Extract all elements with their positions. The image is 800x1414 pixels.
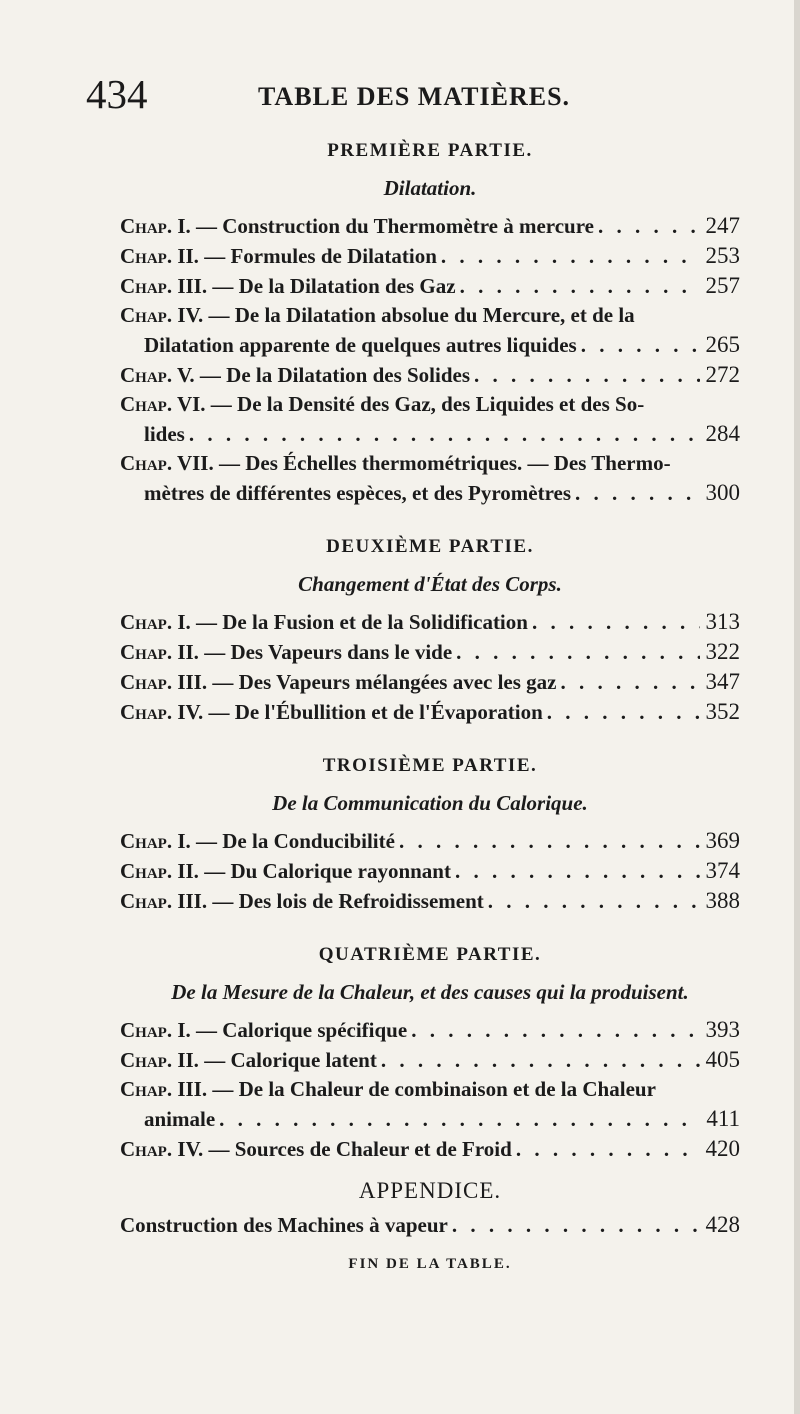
- page-ref: 284: [705, 421, 740, 446]
- entry-text: [144, 420, 185, 449]
- part-title: DEUXIÈME PARTIE.: [326, 536, 534, 557]
- chapter-label: Chap. IV.: [120, 1137, 204, 1161]
- part-subtitle: Dilatation.: [383, 176, 477, 200]
- chapter-label: Chap. I.: [120, 610, 191, 634]
- chapter-title: — De la Densité des Gaz, des Liquides et des So-: [210, 392, 645, 416]
- chapter-title: — Des Vapeurs mélangées avec les gaz: [212, 670, 557, 694]
- chapter-title: — Du Calorique rayonnant: [204, 859, 451, 883]
- entry-text: [144, 1105, 215, 1134]
- end-of-table: FIN DE LA TABLE.: [348, 1256, 512, 1272]
- page-ref: 393: [705, 1017, 740, 1042]
- toc-entry: [120, 826, 740, 856]
- chapter-label: Chap. I.: [120, 214, 191, 238]
- entry-line: [120, 360, 740, 390]
- entry-text: [120, 1046, 377, 1075]
- chapter-label: Chap. I.: [120, 1018, 191, 1042]
- chapter-label: Chap. III.: [120, 1077, 208, 1101]
- toc-entry: [120, 301, 740, 360]
- entry-first-line: [120, 390, 740, 419]
- chapter-title: — Des lois de Refroidissement: [212, 889, 484, 913]
- entry-cont: [120, 330, 740, 360]
- entry-first-line: [120, 301, 740, 330]
- entry-cont: [120, 478, 740, 508]
- page-ref: 388: [705, 888, 740, 913]
- chapter-title: — Calorique spécifique: [196, 1018, 408, 1042]
- entry-text: [120, 887, 484, 916]
- page-ref: 405: [705, 1047, 740, 1072]
- dot-leader: [456, 272, 700, 301]
- entry-line: [120, 826, 740, 856]
- page-ref: 247: [705, 213, 740, 238]
- dot-leader: [577, 331, 700, 360]
- dot-leader: [452, 638, 699, 667]
- part-title: QUATRIÈME PARTIE.: [318, 944, 542, 965]
- entry-text: [120, 361, 470, 390]
- dot-leader: [448, 1211, 700, 1240]
- entry-text: [120, 668, 556, 697]
- entry-line: [144, 330, 740, 360]
- entry-line: [144, 419, 740, 449]
- chapter-title: — Des Vapeurs dans le vide: [204, 640, 453, 664]
- entry-line: [120, 1134, 740, 1164]
- chapter-title: — Construction du Thermomètre à mercure: [196, 214, 594, 238]
- dot-leader: [215, 1105, 700, 1134]
- dot-leader: [594, 212, 700, 241]
- entry-line: [120, 697, 740, 727]
- entry-line: [120, 886, 740, 916]
- toc-entry: [120, 697, 740, 727]
- toc-entry: [120, 211, 740, 241]
- chapter-label: Chap. II.: [120, 1048, 199, 1072]
- chapter-title: — Calorique latent: [204, 1048, 377, 1072]
- entry-line: [120, 271, 740, 301]
- entry-text: [120, 242, 437, 271]
- part-subtitle: De la Mesure de la Chaleur, et des causes qui la produisent.: [171, 980, 689, 1004]
- chapter-title: — Formules de Dilatation: [204, 244, 437, 268]
- chapter-title: — De l'Ébullition et de l'Évaporation: [208, 700, 543, 724]
- chapter-title: — Sources de Chaleur et de Froid: [208, 1137, 512, 1161]
- dot-leader: [437, 242, 700, 271]
- page-ref: 411: [706, 1106, 740, 1131]
- entry-line: [120, 1015, 740, 1045]
- page-ref: 352: [705, 699, 740, 724]
- chapter-title: — De la Fusion et de la Solidification: [196, 610, 528, 634]
- part-subtitle: De la Communication du Calorique.: [272, 791, 588, 815]
- dot-leader: [528, 608, 700, 637]
- toc-entry: [120, 271, 740, 301]
- table-of-contents: [120, 140, 740, 1273]
- page-header: [0, 0, 800, 130]
- chapter-label: Chap. IV.: [120, 700, 204, 724]
- chapter-label: Chap. VII.: [120, 451, 214, 475]
- entry-text: [120, 608, 528, 637]
- page-ref: 265: [705, 332, 740, 357]
- entry-text: [120, 1211, 448, 1240]
- page-ref: 374: [705, 858, 740, 883]
- dot-leader: [395, 827, 700, 856]
- dot-leader: [451, 857, 700, 886]
- dot-leader: [484, 887, 700, 916]
- entry-line: [144, 478, 740, 508]
- chapter-label: Chap. VI.: [120, 392, 206, 416]
- entry-line: [120, 856, 740, 886]
- chapter-label: Chap. II.: [120, 244, 199, 268]
- toc-entry: [120, 1075, 740, 1134]
- toc-entry: [120, 449, 740, 508]
- page-number: 434: [86, 71, 148, 117]
- page-ref: 313: [705, 609, 740, 634]
- dot-leader: [571, 479, 699, 508]
- dot-leader: [512, 1135, 700, 1164]
- running-title: TABLE DES MATIÈRES.: [258, 82, 571, 111]
- chapter-title: — De la Conducibilité: [196, 829, 395, 853]
- entry-text: [120, 212, 594, 241]
- dot-leader: [543, 698, 700, 727]
- dot-leader: [185, 420, 700, 449]
- dot-leader: [556, 668, 699, 697]
- appendix-entry-text: Construction des Machines à vapeur: [120, 1213, 448, 1237]
- toc-entry: [120, 241, 740, 271]
- entry-text: [120, 638, 452, 667]
- toc-entry: [120, 607, 740, 637]
- entry-line: [120, 667, 740, 697]
- toc-entry: [120, 667, 740, 697]
- entry-line: [120, 1210, 740, 1240]
- toc-entry: [120, 637, 740, 667]
- entry-line: [144, 1104, 740, 1134]
- chapter-label: Chap. III.: [120, 889, 208, 913]
- toc-entry: [120, 390, 740, 449]
- entry-line: [120, 607, 740, 637]
- entry-text: [120, 272, 456, 301]
- appendix-entry: [120, 1210, 740, 1240]
- entry-line: [120, 211, 740, 241]
- page-ref: 347: [705, 669, 740, 694]
- chapter-title-cont: Dilatation apparente de quelques autres liquides: [144, 333, 577, 357]
- dot-leader: [470, 361, 699, 390]
- page-ref: 257: [705, 273, 740, 298]
- toc-entry: [120, 886, 740, 916]
- part-subtitle: Changement d'État des Corps.: [298, 572, 562, 596]
- appendix-title: APPENDICE.: [358, 1178, 502, 1203]
- page-ref: 272: [705, 362, 740, 387]
- page-edge: [794, 0, 800, 1414]
- toc-entry: [120, 360, 740, 390]
- chapter-title: — De la Chaleur de combinaison et de la Chaleur: [212, 1077, 656, 1101]
- entry-line: [120, 1045, 740, 1075]
- toc-entry: [120, 1045, 740, 1075]
- entry-first-line: [120, 449, 740, 478]
- entry-text: [144, 479, 571, 508]
- chapter-label: Chap. III.: [120, 670, 208, 694]
- entry-text: [120, 827, 395, 856]
- entry-line: [120, 241, 740, 271]
- chapter-title: — Des Échelles thermométriques. — Des Thermo-: [218, 451, 671, 475]
- entry-line: [120, 637, 740, 667]
- chapter-title-cont: mètres de différentes espèces, et des Pyromètres: [144, 481, 572, 505]
- entry-text: [144, 331, 577, 360]
- dot-leader: [377, 1046, 700, 1075]
- toc-entry: [120, 856, 740, 886]
- chapter-title-cont: animale: [144, 1107, 216, 1131]
- part-title: TROISIÈME PARTIE.: [322, 755, 538, 776]
- chapter-label: Chap. III.: [120, 274, 208, 298]
- chapter-title-cont: lides: [144, 422, 185, 446]
- page-ref: 300: [705, 480, 740, 505]
- entry-cont: [120, 419, 740, 449]
- page-ref: 253: [705, 243, 740, 268]
- dot-leader: [407, 1016, 699, 1045]
- chapter-title: — De la Dilatation absolue du Mercure, et de la: [208, 303, 635, 327]
- entry-first-line: [120, 1075, 740, 1104]
- page-ref: 322: [705, 639, 740, 664]
- toc-entry: [120, 1015, 740, 1045]
- page-ref: 428: [705, 1212, 740, 1237]
- toc-entry: [120, 1134, 740, 1164]
- chapter-label: Chap. II.: [120, 640, 199, 664]
- chapter-title: — De la Dilatation des Gaz: [212, 274, 456, 298]
- page-ref: 369: [705, 828, 740, 853]
- chapter-label: Chap. II.: [120, 859, 199, 883]
- entry-text: [120, 857, 451, 886]
- chapter-label: Chap. IV.: [120, 303, 204, 327]
- chapter-label: Chap. V.: [120, 363, 195, 387]
- entry-cont: [120, 1104, 740, 1134]
- part-title: PREMIÈRE PARTIE.: [327, 140, 533, 161]
- chapter-title: — De la Dilatation des Solides: [199, 363, 471, 387]
- entry-text: [120, 1135, 512, 1164]
- entry-text: [120, 1016, 407, 1045]
- chapter-label: Chap. I.: [120, 829, 191, 853]
- page-ref: 420: [705, 1136, 740, 1161]
- entry-text: [120, 698, 543, 727]
